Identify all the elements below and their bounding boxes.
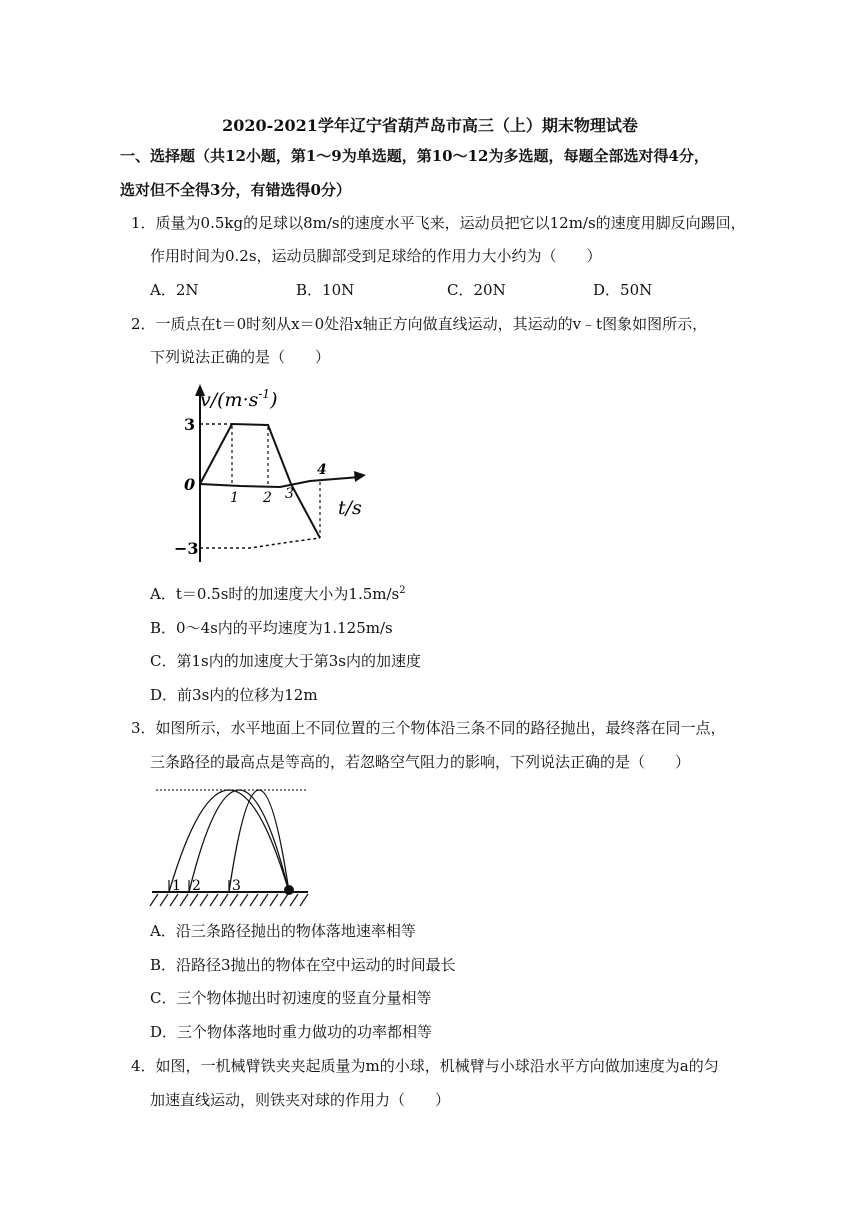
graph-x-tick-2: 2	[263, 490, 272, 506]
projectile-paths-figure	[148, 784, 318, 914]
graph-x-tick-4: 4	[317, 462, 327, 478]
q1-option-b: B．10N	[296, 281, 355, 299]
q3-option-c: C．三个物体抛出时初速度的竖直分量相等	[150, 989, 432, 1007]
graph-origin-label: 0	[184, 475, 196, 494]
q2-line1: 2．一质点在t＝0时刻从x＝0处沿x轴正方向做直线运动，其运动的v﹣t图象如图所示，	[131, 315, 708, 333]
q3-option-b: B．沿路径3抛出的物体在空中运动的时间最长	[150, 956, 456, 974]
q4-line2: 加速直线运动，则铁夹对球的作用力（ ）	[150, 1091, 451, 1109]
q3-line2: 三条路径的最高点是等高的，若忽略空气阻力的影响，下列说法正确的是（ ）	[150, 753, 691, 771]
q2-line2: 下列说法正确的是（ ）	[150, 348, 331, 366]
graph-y-tick-negative: −3	[174, 539, 199, 558]
q2-option-d: D．前3s内的位移为12m	[150, 686, 318, 704]
path-label-2: 2	[192, 878, 201, 894]
q2-option-b: B．0～4s内的平均速度为1.125m/s	[150, 619, 393, 637]
section-heading-line2: 选对但不全得3分，有错选得0分）	[120, 181, 351, 199]
q1-option-d: D．50N	[593, 281, 653, 299]
section-heading-line1: 一、选择题（共12小题，第1～9为单选题，第10～12为多选题，每题全部选对得4分，	[120, 147, 709, 165]
graph-x-tick-3: 3	[285, 486, 294, 502]
path-label-3: 3	[232, 878, 241, 894]
q2-option-c: C．第1s内的加速度大于第3s内的加速度	[150, 652, 421, 670]
graph-y-axis-label: $v/(m\cdot s^{-1})$	[200, 387, 278, 411]
path-label-1: 1	[172, 878, 181, 894]
q3-line1: 3．如图所示，水平地面上不同位置的三个物体沿三条不同的路径抛出，最终落在同一点，	[131, 719, 726, 737]
q3-option-a: A．沿三条路径抛出的物体落地速率相等	[150, 922, 416, 940]
page-title: 2020-2021学年辽宁省葫芦岛市高三（上）期末物理试卷	[222, 116, 638, 135]
q1-line1: 1．质量为0.5kg的足球以8m/s的速度水平飞来，运动员把它以12m/s的速度用脚反向踢回，	[131, 214, 746, 232]
graph-y-tick-positive: 3	[184, 415, 196, 434]
graph-x-axis-label: t/s	[338, 497, 362, 519]
q3-option-d: D．三个物体落地时重力做功的功率都相等	[150, 1023, 433, 1041]
q1-option-a: A．2N	[150, 281, 199, 299]
q4-line1: 4．如图，一机械臂铁夹夹起质量为m的小球，机械臂与小球沿水平方向做加速度为a的匀	[131, 1057, 719, 1075]
graph-x-tick-1: 1	[230, 490, 239, 506]
landing-ball	[284, 885, 294, 895]
q2-option-a: A．t＝0.5s时的加速度大小为$1.5m/s^2$	[150, 585, 406, 603]
q1-line2: 作用时间为0.2s，运动员脚部受到足球给的作用力大小约为（ ）	[150, 247, 602, 265]
q1-option-c: C．20N	[447, 281, 506, 299]
velocity-time-graph	[160, 378, 380, 568]
